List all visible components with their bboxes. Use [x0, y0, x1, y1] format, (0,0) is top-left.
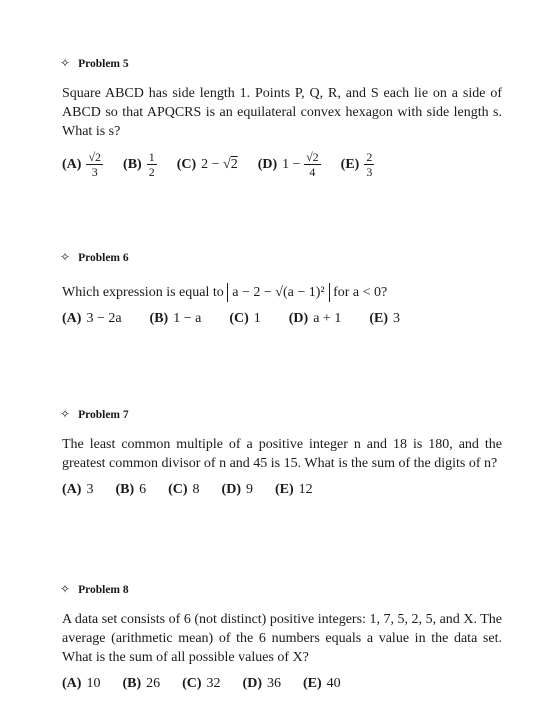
problem-7-choices	[62, 482, 502, 498]
problem-7-title: Problem 7	[78, 408, 129, 421]
choice-b[interactable]: (B) $\frac{1}{2}$	[123, 150, 155, 179]
problem-5	[62, 56, 502, 179]
choice-c[interactable]: (C) 2 − √ 2	[176, 156, 238, 172]
choice-e[interactable]: (E) $\frac{2}{3}$	[340, 150, 373, 179]
choice-a[interactable]: (A) 10	[62, 676, 101, 691]
problem-5-choices	[62, 150, 502, 179]
problem-8	[62, 582, 502, 692]
problem-6-choices	[62, 311, 502, 327]
sqrt-sign: √	[223, 156, 231, 172]
choice-c[interactable]: (C) 8	[168, 482, 200, 497]
choice-c[interactable]: (C) 1	[229, 311, 261, 326]
fraction: $\frac{2}{3}$	[366, 150, 373, 179]
problem-6-title: Problem 6	[78, 251, 129, 264]
choice-b[interactable]: (B) 1 − a	[149, 311, 202, 326]
problem-7-header	[60, 407, 502, 422]
problem-6-text: Which expression is equal to a − 2 − √(a − 1)² for a < 0?	[62, 285, 388, 300]
problem-8-header	[60, 582, 502, 597]
choice-a[interactable]: (A) 3 − 2a	[62, 311, 122, 326]
choice-b[interactable]: (B) 6	[115, 482, 147, 497]
choice-e[interactable]: (E) 3	[369, 311, 400, 326]
choice-d[interactable]: (D) 9	[221, 482, 253, 497]
choice-a[interactable]: (A) 3	[62, 482, 94, 497]
choice-a[interactable]: (A) $\frac{√2}{3}$	[62, 150, 102, 179]
star-icon: ✧	[60, 56, 71, 70]
problem-8-text: A data set consists of 6 (not distinct) positive integers: 1, 7, 5, 2, 5, and X. The average (arithmetic mean) of the 6 numbers equals a value in the data set. What is the sum of all possible values of X?	[62, 612, 502, 665]
problem-5-title: Problem 5	[78, 57, 129, 70]
problem-5-header	[60, 56, 502, 71]
choice-b[interactable]: (B) 26	[122, 676, 161, 691]
fraction: $\frac{√2}{4}$	[306, 150, 319, 179]
choice-d[interactable]: (D) 36	[242, 676, 281, 691]
star-icon: ✧	[60, 407, 71, 421]
star-icon: ✧	[60, 250, 71, 264]
fraction: $\frac{1}{2}$	[148, 150, 155, 179]
problem-6-header	[60, 250, 502, 265]
problem-7	[62, 407, 502, 498]
problem-8-choices	[62, 676, 502, 692]
choice-c[interactable]: (C) 32	[182, 676, 221, 691]
choice-e[interactable]: (E) 40	[302, 676, 341, 691]
choice-d[interactable]: (D) 1 − $\frac{√2}{4}$	[257, 150, 319, 179]
choice-d[interactable]: (D) a + 1	[288, 311, 342, 326]
problem-7-text: The least common multiple of a positive integer n and 18 is 180, and the greatest common divisor of n and 45 is 15. What is the sum of the digits of n?	[62, 437, 502, 471]
star-icon: ✧	[60, 582, 71, 596]
choice-e[interactable]: (E) 12	[274, 482, 313, 497]
absolute-value-expression: a − 2 − √(a − 1)²	[227, 283, 329, 302]
problem-6	[62, 250, 502, 327]
problem-5-text: Square ABCD has side length 1. Points P, Q, R, and S each lie on a side of ABCD so that APQCRS is an equilateral convex hexagon with side length s. What is s?	[62, 86, 502, 139]
fraction: $\frac{√2}{3}$	[88, 150, 102, 179]
problem-8-title: Problem 8	[78, 583, 129, 596]
